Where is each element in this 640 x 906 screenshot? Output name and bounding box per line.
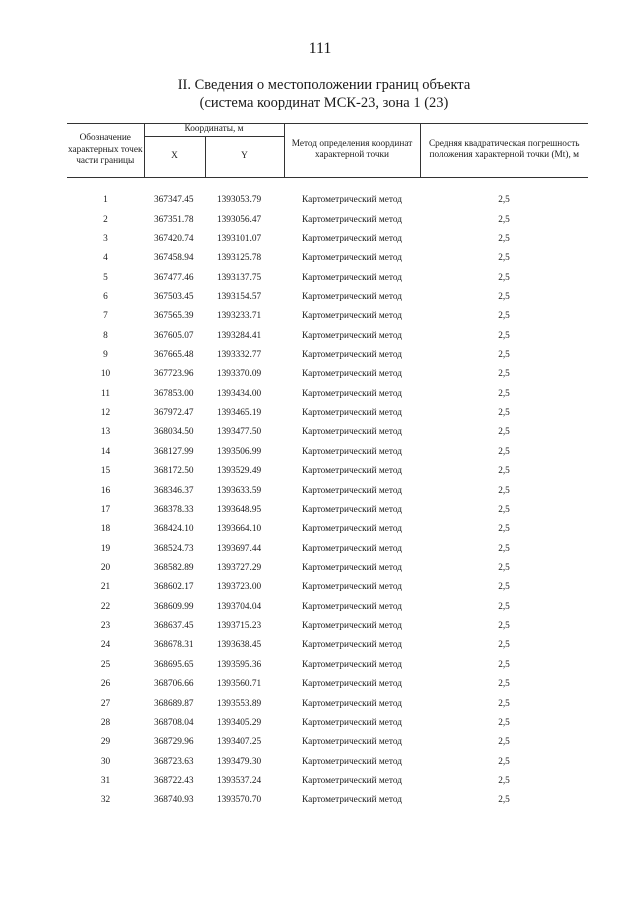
accuracy: 2,5 bbox=[498, 795, 510, 806]
point-number: 15 bbox=[100, 466, 111, 477]
coord-x: 367723.96 bbox=[154, 369, 194, 380]
coord-y: 1393727.29 bbox=[217, 563, 262, 573]
point-number: 24 bbox=[100, 640, 111, 651]
coord-y: 1393233.71 bbox=[217, 311, 262, 322]
coord-x: 367477.46 bbox=[154, 272, 194, 283]
table-row bbox=[67, 616, 588, 635]
coord-y: 1393697.44 bbox=[217, 543, 262, 554]
table-row bbox=[67, 733, 588, 752]
point-number: 3 bbox=[103, 233, 108, 244]
method: Картометрический метод bbox=[302, 737, 402, 748]
coord-y: 1393560.71 bbox=[217, 679, 262, 690]
table-row bbox=[67, 326, 588, 345]
method: Картометрический метод bbox=[302, 504, 402, 515]
coord-y: 1393715.23 bbox=[217, 621, 262, 632]
coord-x: 367347.45 bbox=[154, 195, 194, 206]
coord-x: 368706.66 bbox=[154, 679, 194, 690]
accuracy: 2,5 bbox=[498, 214, 510, 225]
table-row bbox=[67, 442, 588, 461]
accuracy: 2,5 bbox=[498, 717, 510, 728]
point-number: 11 bbox=[101, 388, 110, 399]
coord-x: 368524.73 bbox=[154, 543, 194, 554]
coord-x: 368172.50 bbox=[154, 466, 194, 477]
table-row bbox=[67, 481, 588, 500]
header-point-designation: Обозначение характерных точек части границы bbox=[67, 124, 144, 178]
coord-x: 367351.78 bbox=[154, 214, 194, 225]
method: Картометрический метод bbox=[302, 543, 402, 554]
method: Картометрический метод bbox=[302, 717, 402, 728]
point-number: 21 bbox=[100, 582, 111, 593]
accuracy: 2,5 bbox=[498, 466, 510, 477]
point-number: 16 bbox=[100, 485, 111, 496]
table-row bbox=[67, 500, 588, 519]
point-number: 20 bbox=[100, 563, 111, 573]
table-row bbox=[67, 791, 588, 810]
table-row bbox=[67, 636, 588, 655]
point-number: 6 bbox=[103, 291, 108, 302]
accuracy: 2,5 bbox=[498, 195, 510, 206]
method: Картометрический метод bbox=[302, 214, 402, 225]
method: Картометрический метод bbox=[302, 330, 402, 341]
method: Картометрический метод bbox=[302, 253, 402, 264]
accuracy: 2,5 bbox=[498, 272, 510, 283]
coord-x: 368689.87 bbox=[154, 698, 194, 709]
table-row bbox=[67, 713, 588, 732]
accuracy: 2,5 bbox=[498, 737, 510, 748]
section-title-line-1: II. Сведения о местоположении границ объекта bbox=[177, 77, 471, 93]
point-number: 17 bbox=[100, 504, 111, 515]
coord-x: 367972.47 bbox=[154, 408, 194, 419]
point-number: 12 bbox=[100, 408, 111, 419]
method: Картометрический метод bbox=[302, 698, 402, 709]
coord-y: 1393056.47 bbox=[217, 214, 262, 225]
accuracy: 2,5 bbox=[498, 311, 510, 322]
accuracy: 2,5 bbox=[498, 698, 510, 709]
point-number: 4 bbox=[103, 253, 108, 264]
accuracy: 2,5 bbox=[498, 485, 510, 496]
method: Картометрический метод bbox=[302, 485, 402, 496]
coord-x: 368378.33 bbox=[154, 504, 194, 515]
method: Картометрический метод bbox=[302, 640, 402, 651]
boundary-points-table bbox=[67, 123, 588, 810]
accuracy: 2,5 bbox=[498, 233, 510, 244]
table-row bbox=[67, 578, 588, 597]
method: Картометрический метод bbox=[302, 311, 402, 322]
coord-y: 1393570.70 bbox=[217, 795, 262, 806]
table-body bbox=[67, 177, 588, 810]
accuracy: 2,5 bbox=[498, 446, 510, 457]
accuracy: 2,5 bbox=[498, 543, 510, 554]
point-number: 23 bbox=[100, 621, 111, 632]
accuracy: 2,5 bbox=[498, 679, 510, 690]
coord-y: 1393638.45 bbox=[217, 640, 262, 651]
table-row bbox=[67, 520, 588, 539]
coord-x: 368609.99 bbox=[154, 601, 194, 612]
header-accuracy: Средняя квадратическая погрешность положения характерной точки (Mt), м bbox=[420, 124, 588, 178]
method: Картометрический метод bbox=[302, 563, 402, 573]
point-number: 1 bbox=[103, 195, 108, 206]
coord-x: 368637.45 bbox=[154, 621, 194, 632]
coord-x: 368740.93 bbox=[154, 795, 194, 806]
table-row bbox=[67, 403, 588, 422]
method: Картометрический метод bbox=[302, 524, 402, 535]
point-number: 5 bbox=[103, 272, 108, 283]
table-row bbox=[67, 191, 588, 210]
coord-y: 1393477.50 bbox=[217, 427, 262, 438]
coord-x: 368582.89 bbox=[154, 563, 194, 573]
method: Картометрический метод bbox=[302, 388, 402, 399]
method: Картометрический метод bbox=[302, 756, 402, 767]
point-number: 13 bbox=[100, 427, 111, 438]
table-row bbox=[67, 655, 588, 674]
coord-x: 368346.37 bbox=[154, 485, 194, 496]
point-number: 14 bbox=[100, 446, 111, 457]
method: Картометрический метод bbox=[302, 621, 402, 632]
coord-y: 1393537.24 bbox=[217, 775, 262, 786]
table-row bbox=[67, 365, 588, 384]
coord-y: 1393284.41 bbox=[217, 330, 262, 341]
accuracy: 2,5 bbox=[498, 582, 510, 593]
point-number: 9 bbox=[103, 350, 108, 361]
coord-y: 1393479.30 bbox=[217, 756, 262, 767]
method: Картометрический метод bbox=[302, 446, 402, 457]
accuracy: 2,5 bbox=[498, 350, 510, 361]
coord-x: 367420.74 bbox=[154, 233, 194, 244]
point-number: 29 bbox=[100, 737, 111, 748]
section-title bbox=[0, 76, 640, 112]
table-row bbox=[67, 249, 588, 268]
table-row bbox=[67, 307, 588, 326]
method: Картометрический метод bbox=[302, 350, 402, 361]
table-row bbox=[67, 539, 588, 558]
table-row bbox=[67, 674, 588, 693]
point-number: 22 bbox=[100, 601, 111, 612]
header-method: Метод определения координат характерной точки bbox=[284, 124, 420, 178]
coord-y: 1393434.00 bbox=[217, 388, 262, 399]
method: Картометрический метод bbox=[302, 582, 402, 593]
accuracy: 2,5 bbox=[498, 601, 510, 612]
point-number: 27 bbox=[100, 698, 111, 709]
table-row bbox=[67, 384, 588, 403]
coord-x: 368723.63 bbox=[154, 756, 194, 767]
coord-y: 1393704.04 bbox=[217, 601, 262, 612]
accuracy: 2,5 bbox=[498, 563, 510, 573]
coord-x: 368127.99 bbox=[154, 446, 194, 457]
method: Картометрический метод bbox=[302, 291, 402, 302]
coord-y: 1393648.95 bbox=[217, 504, 262, 515]
coord-x: 367565.39 bbox=[154, 311, 194, 322]
coord-x: 368722.43 bbox=[154, 775, 194, 786]
coord-x: 367503.45 bbox=[154, 291, 194, 302]
accuracy: 2,5 bbox=[498, 330, 510, 341]
method: Картометрический метод bbox=[302, 795, 402, 806]
table-row bbox=[67, 268, 588, 287]
coord-x: 367853.00 bbox=[154, 388, 194, 399]
point-number: 18 bbox=[100, 524, 111, 535]
table-row bbox=[67, 694, 588, 713]
coord-x: 368424.10 bbox=[154, 524, 194, 535]
coord-x: 367458.94 bbox=[154, 253, 194, 264]
point-number: 7 bbox=[103, 311, 108, 322]
coord-y: 1393053.79 bbox=[217, 195, 262, 206]
coord-y: 1393553.89 bbox=[217, 698, 262, 709]
table-row bbox=[67, 345, 588, 364]
method: Картометрический метод bbox=[302, 466, 402, 477]
method: Картометрический метод bbox=[302, 601, 402, 612]
accuracy: 2,5 bbox=[498, 388, 510, 399]
coord-x: 368708.04 bbox=[154, 717, 194, 728]
table-row bbox=[67, 597, 588, 616]
coord-x: 368678.31 bbox=[154, 640, 194, 651]
coord-x: 368729.96 bbox=[154, 737, 194, 748]
point-number: 32 bbox=[100, 795, 111, 806]
coord-y: 1393407.25 bbox=[217, 737, 262, 748]
coord-y: 1393465.19 bbox=[217, 408, 262, 419]
section-title-line-2: (система координат МСК-23, зона 1 (23) bbox=[199, 95, 449, 111]
coord-y: 1393125.78 bbox=[217, 253, 262, 264]
accuracy: 2,5 bbox=[498, 524, 510, 535]
method: Картометрический метод bbox=[302, 408, 402, 419]
header-coordinates: Координаты, м bbox=[144, 124, 284, 137]
table-row bbox=[67, 752, 588, 771]
table-row bbox=[67, 287, 588, 306]
point-number: 26 bbox=[100, 679, 111, 690]
accuracy: 2,5 bbox=[498, 640, 510, 651]
coord-x: 368602.17 bbox=[154, 582, 194, 593]
point-number: 25 bbox=[100, 659, 111, 670]
table-row bbox=[67, 462, 588, 481]
accuracy: 2,5 bbox=[498, 659, 510, 670]
table-row bbox=[67, 558, 588, 577]
coord-y: 1393154.57 bbox=[217, 291, 262, 302]
table-row bbox=[67, 771, 588, 790]
coord-x: 367605.07 bbox=[154, 330, 194, 341]
header-y: Y bbox=[205, 136, 284, 177]
point-number: 31 bbox=[100, 775, 111, 786]
coord-y: 1393332.77 bbox=[217, 350, 262, 361]
accuracy: 2,5 bbox=[498, 291, 510, 302]
coord-y: 1393723.00 bbox=[217, 582, 262, 593]
accuracy: 2,5 bbox=[498, 775, 510, 786]
table-header bbox=[67, 124, 588, 178]
point-number: 28 bbox=[100, 717, 111, 728]
method: Картометрический метод bbox=[302, 659, 402, 670]
coord-y: 1393370.09 bbox=[217, 369, 262, 380]
method: Картометрический метод bbox=[302, 195, 402, 206]
header-x: X bbox=[144, 136, 205, 177]
method: Картометрический метод bbox=[302, 427, 402, 438]
page-number: 111 bbox=[308, 40, 332, 57]
point-number: 2 bbox=[103, 214, 108, 225]
table-row bbox=[67, 423, 588, 442]
coord-y: 1393506.99 bbox=[217, 446, 262, 457]
point-number: 10 bbox=[100, 369, 111, 380]
coord-x: 367665.48 bbox=[154, 350, 194, 361]
accuracy: 2,5 bbox=[498, 504, 510, 515]
method: Картометрический метод bbox=[302, 272, 402, 283]
method: Картометрический метод bbox=[302, 679, 402, 690]
coord-y: 1393664.10 bbox=[217, 524, 262, 535]
method: Картометрический метод bbox=[302, 775, 402, 786]
coord-y: 1393529.49 bbox=[217, 466, 262, 477]
coord-y: 1393405.29 bbox=[217, 717, 262, 728]
point-number: 19 bbox=[100, 543, 111, 554]
table-row bbox=[67, 229, 588, 248]
point-number: 30 bbox=[100, 756, 111, 767]
accuracy: 2,5 bbox=[498, 369, 510, 380]
coord-y: 1393137.75 bbox=[217, 272, 262, 283]
accuracy: 2,5 bbox=[498, 621, 510, 632]
point-number: 8 bbox=[103, 330, 108, 341]
accuracy: 2,5 bbox=[498, 408, 510, 419]
coord-x: 368695.65 bbox=[154, 659, 194, 670]
coord-y: 1393101.07 bbox=[217, 233, 262, 244]
coord-y: 1393595.36 bbox=[217, 659, 262, 670]
table-row bbox=[67, 210, 588, 229]
accuracy: 2,5 bbox=[498, 756, 510, 767]
coord-y: 1393633.59 bbox=[217, 485, 262, 496]
accuracy: 2,5 bbox=[498, 253, 510, 264]
accuracy: 2,5 bbox=[498, 427, 510, 438]
coord-x: 368034.50 bbox=[154, 427, 194, 438]
method: Картометрический метод bbox=[302, 369, 402, 380]
method: Картометрический метод bbox=[302, 233, 402, 244]
